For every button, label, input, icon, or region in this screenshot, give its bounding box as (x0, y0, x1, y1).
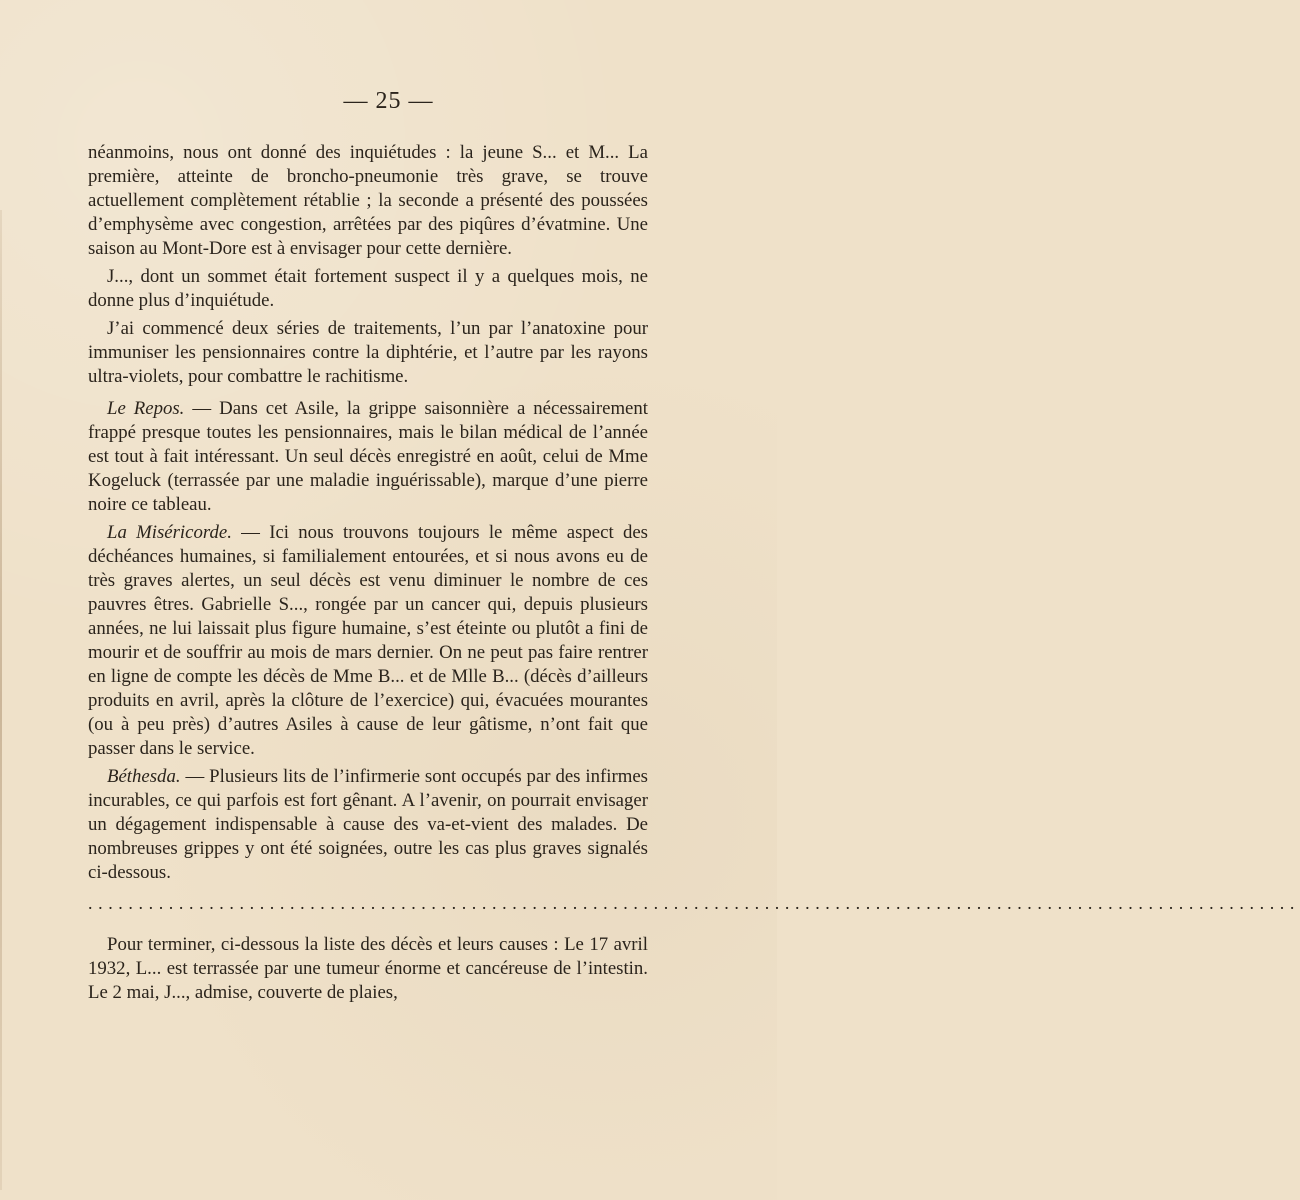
body-text (88, 141, 1300, 1005)
paragraph-la-misericorde-text: — Ici nous trouvons toujours le même aspect des déchéances humaines, si familialement entourées, et si nous avons eu de très graves alertes, un seul décès est venu diminuer le nombre de ces pauvres êtres. Gabrielle S..., rongée par un cancer qui, depuis plusieurs années, ne lui laissait plus figure humaine, s’est éteinte ou plutôt a fini de mourir et de souffrir au mois de mars dernier. On ne peut pas faire rentrer en ligne de compte les décès de Mme B... et de Mlle B... (décès d’ailleurs produits en avril, après la clôture de l’exercice) qui, évacuées mourantes (ou à peu près) d’autres Asiles à cause de leur gâtisme, n’ont fait que passer dans le service. (88, 522, 648, 759)
section-heading-le-repos: Le Repos. (107, 398, 185, 419)
paragraph-la-misericorde (88, 521, 648, 761)
page-number: — 25 — (343, 88, 434, 114)
paragraph-j-suspect: J..., dont un sommet était fortement suspect il y a quelques mois, ne donne plus d’inquiétude. (88, 266, 648, 311)
paragraph-bethesda (88, 765, 648, 885)
paragraph-deaths-list: Pour terminer, ci-dessous la liste des décès et leurs causes : Le 17 avril 1932, L... est terrassée par une tumeur énorme et cancéreuse de l’intestin. Le 2 mai, J..., admise, couverte de plaies, (88, 934, 648, 1003)
dotted-separator: ........................................................................................................................ (88, 893, 1300, 913)
page-spine-shadow (0, 210, 2, 1190)
section-heading-bethesda: Béthesda. (107, 766, 181, 787)
paragraph-treatments: J’ai commencé deux séries de traitements, l’un par l’anatoxine pour immuniser les pensionnaires contre la diphtérie, et l’autre par les rayons ultra-violets, pour combattre le rachitisme. (88, 318, 648, 387)
paragraph-le-repos-text: — Dans cet Asile, la grippe saisonnière a nécessairement frappé presque toutes les pensionnaires, mais le bilan médical de l’année est tout à fait intéressant. Un seul décès enregistré en août, celui de Mme Kogeluck (terrassée par une maladie inguérissable), marque d’une pierre noire ce tableau. (88, 398, 648, 515)
paragraph-le-repos (88, 397, 648, 517)
paragraph-bethesda-text: — Plusieurs lits de l’infirmerie sont occupés par des infirmes incurables, ce qui parfois est fort gênant. A l’avenir, on pourrait envisager un dégagement indispensable à cause des va-et-vient des malades. De nombreuses grippes y ont été soignées, outre les cas plus graves signalés ci-dessous. (88, 766, 648, 883)
paragraph-continuation: néanmoins, nous ont donné des inquiétudes : la jeune S... et M... La première, atteinte de broncho-pneumonie très grave, se trouve actuellement complètement rétablie ; la seconde a présenté des poussées d’emphysème avec congestion, arrêtées par des piqûres d’évatmine. Une saison au Mont-Dore est à envisager pour cette dernière. (88, 142, 648, 259)
section-heading-la-misericorde: La Miséricorde. (107, 522, 232, 543)
